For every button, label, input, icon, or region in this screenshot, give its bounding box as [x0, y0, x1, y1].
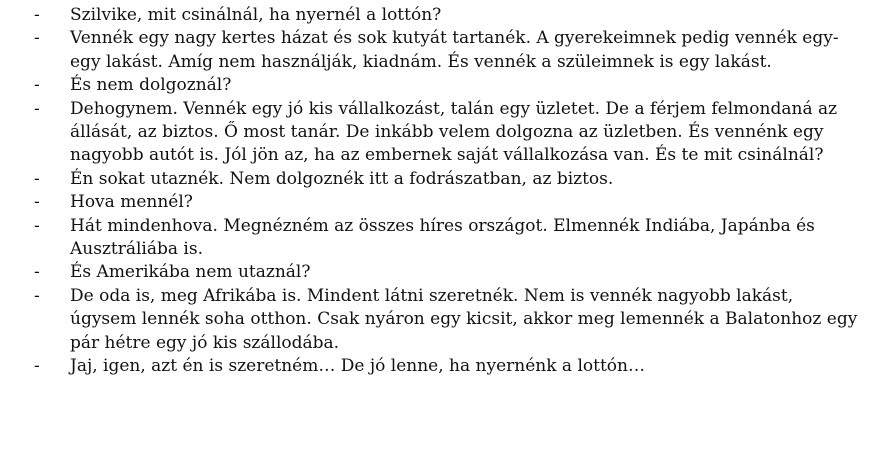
dialogue-line — [34, 355, 864, 378]
dialogue-line — [34, 191, 864, 214]
dialogue-line — [34, 98, 864, 168]
dialogue-line — [34, 168, 864, 191]
dash-marker: - — [34, 168, 40, 189]
dash-marker: - — [34, 215, 40, 236]
dash-marker: - — [34, 262, 40, 283]
dialogue-line — [34, 74, 864, 97]
dash-marker: - — [34, 98, 40, 119]
dialogue-text: Vennék egy nagy kertes házat és sok kutyát tartanék. A gyerekeimnek pedig vennék egy-egy lakást. Amíg nem használják, kiadnám. És vennék a szüleimnek is egy lakást. — [70, 28, 839, 72]
dialogue-text: Hát mindenhova. Megnézném az összes híres országot. Elmennék Indiába, Japánba és Ausztráliába is. — [70, 215, 815, 260]
dialogue-text: Szilvike, mit csinálnál, ha nyernél a lottón? — [70, 5, 442, 25]
dialogue-line — [34, 285, 864, 355]
dialogue-text: Jaj, igen, azt én is szeretném… De jó lenne, ha nyernénk a lottón… — [70, 356, 645, 377]
dialogue-line — [34, 27, 864, 74]
dialogue-text: Hova mennél? — [70, 192, 193, 213]
dialogue-line — [34, 4, 864, 27]
dash-marker: - — [34, 285, 40, 306]
dash-marker: - — [34, 5, 40, 25]
dash-marker: - — [34, 75, 40, 96]
dialogue-text: Én sokat utaznék. Nem dolgoznék itt a fodrászatban, az biztos. — [70, 168, 614, 189]
dialogue-line — [34, 261, 864, 284]
dialogue-list — [34, 4, 864, 379]
dialogue-line — [34, 215, 864, 262]
dialogue-text: De oda is, meg Afrikába is. Mindent látni szeretnék. Nem is vennék nagyobb lakást, úgysem lennék soha otthon. Csak nyáron egy kicsit, akkor meg lemennék a Balatonhoz egy pár hétre egy jó kis szállodába. — [70, 285, 858, 353]
dash-marker: - — [34, 192, 40, 213]
dash-marker: - — [34, 28, 40, 49]
dash-marker: - — [34, 356, 40, 377]
dialogue-text: És Amerikába nem utaznál? — [70, 262, 311, 283]
dialogue-text: És nem dolgoznál? — [70, 75, 232, 96]
dialogue-text: Dehogynem. Vennék egy jó kis vállalkozást, talán egy üzletet. De a férjem felmondaná az állását, az biztos. Ő most tanár. De inkább velem dolgozna az üzletben. És vennénk egy nagyobb autót is. Jól jön az, ha az embernek saját vállalkozása van. És te mit csinálnál? — [70, 98, 838, 166]
